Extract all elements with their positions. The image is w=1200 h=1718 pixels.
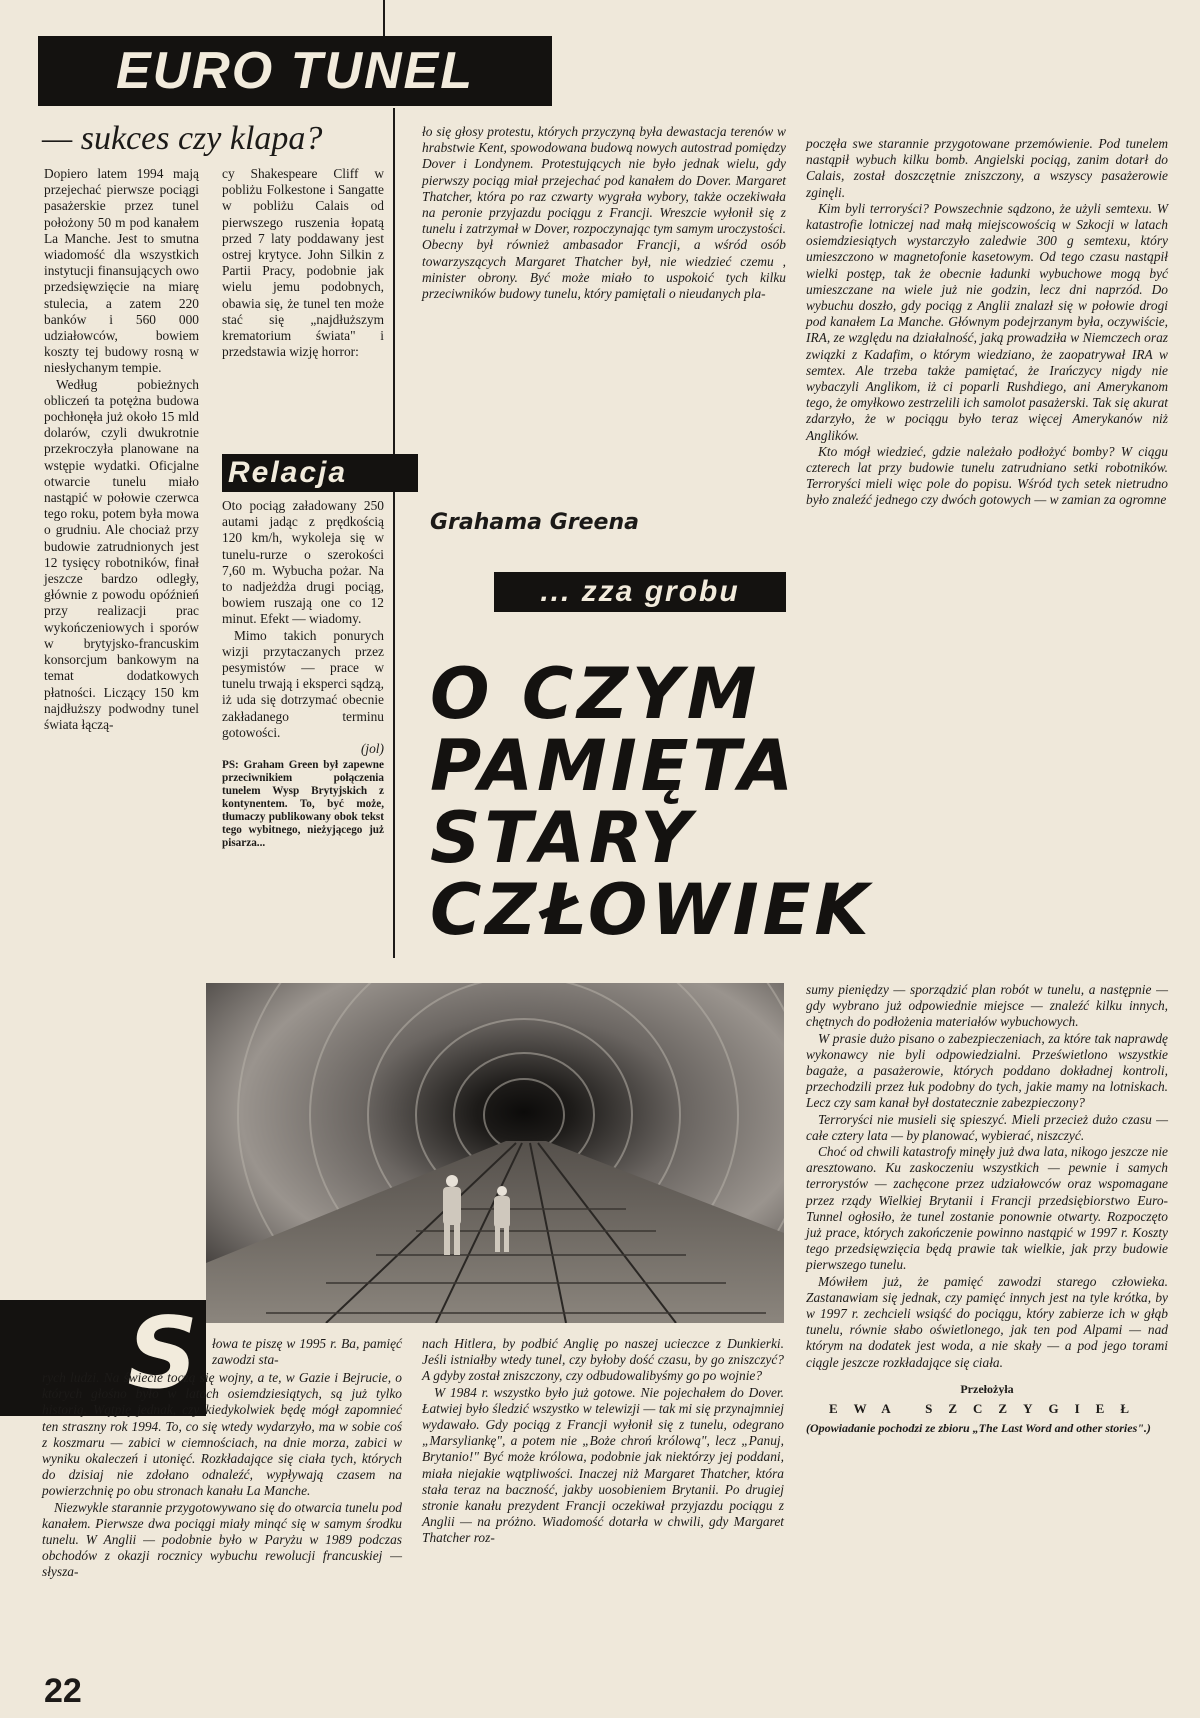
- top-center-rule: [383, 0, 385, 36]
- story-paragraph: sumy pieniędzy — sporządzić plan robót w tunelu, a następnie — gdy wybrano już odpowiednie miejsce — znaleźć kilku innych, chętnych do podłożenia materiałów wybuchowych.: [806, 982, 1168, 1030]
- kicker-label: ... zza grobu: [540, 575, 740, 608]
- sidebar-divider-rule: [393, 108, 395, 958]
- headline-line: PAMIĘTA: [430, 725, 798, 807]
- headline-line: STARY: [430, 797, 696, 879]
- story-paragraph: poczęła swe starannie przygotowane przemówienie. Pod tunelem nastąpił wybuch kilku bomb. Angielski pociąg, zanim dotarł do Calais, został doszczętnie zniszczony, a wszyscy pasażerowie zginęli.: [806, 136, 1168, 200]
- story-paragraph: Kim byli terroryści? Powszechnie sądzono, że użyli semtexu. W katastrofie lotniczej nad małą miejscowością w Szkocji w latach osiemdziesiątych wystarczyło zaledwie 300 g semtexu, który umieszczono w magnetofonie kasetowym. Od tego czasu nastąpił wielki postęp, tak że obecnie ładunki wybuchowe mogą być umieszczane na wiele już nie godzin, lecz dni naprzód. Do wybuchu doszło, gdy pociąg z Anglii znalazł się w połowie drogi pod kanałem La Manche. Głównym podejrzanym była, oczywiście, IRA, ze względu na działalność, jaką prowadziła w Niemczech oraz związki z Kadafim, o którym wiedziano, że zaopatrywał IRA w semtex. Ale trzeba także pamiętać, że Irańczycy nigdy nie wybaczyli Anglikom, iż ci poparli Rushdiego, ani Amerykanom tego, że omyłkowo zestrzelili ich samolot pasażerski. Tak się akurat zdarzyło, że w pociągu było teraz więcej Amerykanów niż Anglików.: [806, 200, 1168, 443]
- translator-name: EWA SZCZYGIEŁ: [828, 1401, 1145, 1417]
- sidebar-paragraph: Mimo takich ponurych wizji przytaczanych przez pesymistów — prace w tunelu trwają i eksperci sądzą, iż uda się dotrzymać obecnie zakładanego terminu gotowości.: [222, 627, 384, 740]
- tunnel-photo: [206, 983, 784, 1323]
- story-bottom-middle: [422, 1336, 784, 1547]
- masthead-subtitle: — sukces czy klapa?: [42, 120, 323, 157]
- story-bottom-left: [42, 1370, 402, 1581]
- page-number: 22: [44, 1672, 82, 1710]
- sidebar-column-1: [44, 166, 199, 733]
- story-paragraph: Mówiłem już, że pamięć zawodzi starego człowieka. Zastanawiam się jednak, czy pamięć innych jest na tyle krótka, by w 1997 r. zechcieli wsiąść do pociągu, który zabierze ich w głąb tunelu, równie słabo oświetlonego, jak ten pod Alpami — nad którym na dodatek jest woda, a nie skały — a pod jego torami ciągle jeszcze rozkładające się ciała.: [806, 1273, 1168, 1370]
- masthead-title: EURO TUNEL: [116, 42, 474, 100]
- sidebar-paragraph: cy Shakespeare Cliff w pobliżu Folkestone i Sangatte w pobliżu Calais od pierwszego ruszenia łopatą przed 7 laty poddawany jest ostrej krytyce. John Silkin z Partii Pracy, podobnie jak wielu jemu podobnych, obawia się, że tunel ten może stać się „najdłuższym krematorium świata" i przedstawia wizję horror:: [222, 166, 384, 360]
- drop-cap-lead: [212, 1336, 402, 1368]
- tunnel-image: [206, 983, 784, 1323]
- story-paragraph: rych ludzi. Na świecie toczą się wojny, a te, w Gazie i Bejrucie, o których głośno było w latach osiemdziesiątych, są już tylko historią. Wątpię jednak, czy kiedykolwiek będę mógł zapomnieć ten straszny rok 1994. To, co się wtedy wydarzyło, ma w sobie coś z koszmaru — zabici w ciemnościach, na dnie morza, zabici w wyniku okaleczeń i utonięć. Rozkładające się ciała tych, których do dzisiaj nie zdołano odnaleźć, wypływają czasem na powierzchnię po obu stronach kanału La Manche.: [42, 1370, 402, 1499]
- drop-cap-letter: S: [127, 1297, 198, 1411]
- story-paragraph: Kto mógł wiedzieć, gdzie należało podłożyć bomby? W ciągu czterech lat przy budowie tunelu zatrudniano setki robotników. Terroryści mieli więc pole do popisu. Wśród tych setek nietrudno było znaleźć jednego czy dwóch gotowych — w zamian za ogromne: [806, 443, 1168, 508]
- relacja-banner: [222, 454, 418, 492]
- story-paragraph: W 1984 r. wszystko było już gotowe. Nie pojechałem do Dover. Łatwiej było śledzić wszystko w telewizji — tak mi się przynajmniej wydawało. Gdy pociąg z Francji wyłonił się z tunelu, odegrano „Marsyliankę", a potem nie „Boże chroń królową", lecz „Panuj, Brytanio!" Być może królowa, podobnie jak niektórzy jej poddani, miała niejakie wątpliwości. Inaczej niż Margaret Thatcher, która stała teraz na baczność, jakby uosobieniem Brytanii. Po drugiej stronie kanału prezydent Francji oczekiwał przyjazdu pociągu z Anglii — na próżno. Wiadomość dotarła w chwili, gdy Margaret Thatcher roz-: [422, 1384, 784, 1546]
- story-paragraph: nach Hitlera, by podbić Anglię po naszej ucieczce z Dunkierki. Jeśli istniałby wtedy tunel, czy byłoby dość czasu, by go zniszczyć? A gdyby został zniszczony, czy odbudowalibyśmy go po wojnie?: [422, 1336, 784, 1384]
- headline-line: CZŁOWIEK: [430, 869, 873, 951]
- relacja-label: Relacja: [228, 456, 348, 489]
- story-paragraph: łowa te piszę w 1995 r. Ba, pamięć zawodzi sta-: [212, 1336, 402, 1368]
- translator-label: Przełożyła: [960, 1381, 1014, 1396]
- story-column-4-bottom: [806, 982, 1168, 1435]
- sidebar-paragraph: Według pobieżnych obliczeń ta potężna budowa pochłonęła już około 15 mld dolarów, czyli dwukrotnie przekroczyła planowane na wstępie wydatki. Oficjalne otwarcie tunelu miało nastąpić w połowie czerwca tego roku, potem była mowa o grudniu. Ale chociaż przy budowie zatrudnionych jest 12 tysięcy robotników, finał jeszcze bardzo odległy, głównie z powodu opóźnień przy realizacji prac wykończeniowych i sporów w brytyjsko-francuskim konsorcjum bankowym na temat dodatkowych płatności. Liczący 150 km najdłuższy podwodny tunel świata łączą-: [44, 376, 199, 732]
- story-author: Grahama Greena: [430, 510, 639, 535]
- sidebar-paragraph: Dopiero latem 1994 mają przejechać pierwsze pociągi pasażerskie przez tunel położony 50 m pod kanałem La Manche. Jest to smutna wiadomość dla wszystkich instytucji finansujących owo przedsięwzięcie na miarę stulecia, a zatem 220 banków i 560 000 udziałowców, bowiem koszty tej budowy rosną w niesłychanym tempie.: [44, 166, 199, 376]
- sidebar-column-2-top: [222, 166, 384, 360]
- story-paragraph: W prasie dużo pisano o zabezpieczeniach, za które tak naprawdę wykonawcy nie byli odpowiedzialni. Prześwietlono wszystkie bagaże, a pasażerowie, których poddano dokładnej kontroli, przechodzili przez łuk podobny do tych, jakie mamy na lotniskach. Lecz czy sam kanał był dostatecznie zabezpieczony?: [806, 1030, 1168, 1111]
- sidebar-ps-note: PS: Graham Green był zapewne przeciwnikiem połączenia tunelem Wysp Brytyjskich z kontynentem. To, być może, tłumaczy publikowany obok tekst tego wybitnego, nieżyjącego już pisarza...: [222, 759, 384, 850]
- story-paragraph: ło się głosy protestu, których przyczyną była dewastacja terenów w hrabstwie Kent, spowodowana budową nowych autostrad pomiędzy Dover i Londynem. Protestujących nie było jednak wielu, gdy pierwszy pociąg miał przejechać pod kanałem do Dover. Margaret Thatcher, która po raz czwarty wygrała wybory, także oczekiwała na peronie przyjazdu pociągu z Francji. Wreszcie wyłonił się z tunelu i zatrzymał w Dover, rozpoczynając tym samym uroczystości. Obecny był również ambasador Francji, a wśród osób towarzyszących Margaret Thatcher był, nie wiedzieć czemu , minister obrony. Być może miało to uspokoić tych kilku przeciwników budowy tunelu, który pamiętali o nieudanych pla-: [422, 124, 786, 302]
- sidebar-paragraph: Oto pociąg załadowany 250 autami jadąc z prędkością 120 km/h, wykoleja się w tunelu-rurze o szerokości 7,60 m. Wybucha pożar. Na to nadjeżdża drugi pociąg, bowiem ruszają one co 12 minut. Efekt — wiadomy.: [222, 498, 384, 627]
- story-paragraph: Choć od chwili katastrofy minęły już dwa lata, nikogo jeszcze nie aresztowano. Ku zaskoczeniu wszystkich — pewnie i samych terrorystów — zachęcone przez udziałowców oraz wspomagane przez rządy Wielkiej Brytanii i Francji przedsiębiorstwo Euro-Tunnel ogłosiło, że tunel zostanie ponownie otwarty. Rozpoczęto już prace, których zakończenie powinno nastąpić w 1997 r. Koszty tego przedsięwzięcia będą prawie tak wielkie, jak przy budowie pierwszego tunelu.: [806, 1144, 1168, 1273]
- story-paragraph: Terroryści nie musieli się spieszyć. Mieli przecież dużo czasu — całe cztery lata — by planować, wybierać, niszczyć.: [806, 1111, 1168, 1143]
- masthead-banner: [38, 36, 552, 106]
- story-headline: [430, 653, 873, 951]
- sidebar-column-2-bottom: [222, 498, 384, 850]
- story-paragraph: Niezwykle starannie przygotowywano się do otwarcia tunelu pod kanałem. Pierwsze dwa pociągi miały minąć się w samym środku tunelu. W Anglii — podobnie było w Paryżu w 1989 podczas obchodów z okazji rocznicy wybuchu rewolucji francuskiej — słysza-: [42, 1499, 403, 1580]
- story-column-3-top: [422, 124, 786, 302]
- source-note: (Opowiadanie pochodzi ze zbioru „The Last Word and other stories".): [806, 1421, 1151, 1436]
- story-column-4-top: [806, 136, 1168, 509]
- sidebar-signature: (jol): [360, 741, 384, 757]
- headline-line: O CZYM: [430, 653, 761, 735]
- kicker-banner: [494, 572, 786, 612]
